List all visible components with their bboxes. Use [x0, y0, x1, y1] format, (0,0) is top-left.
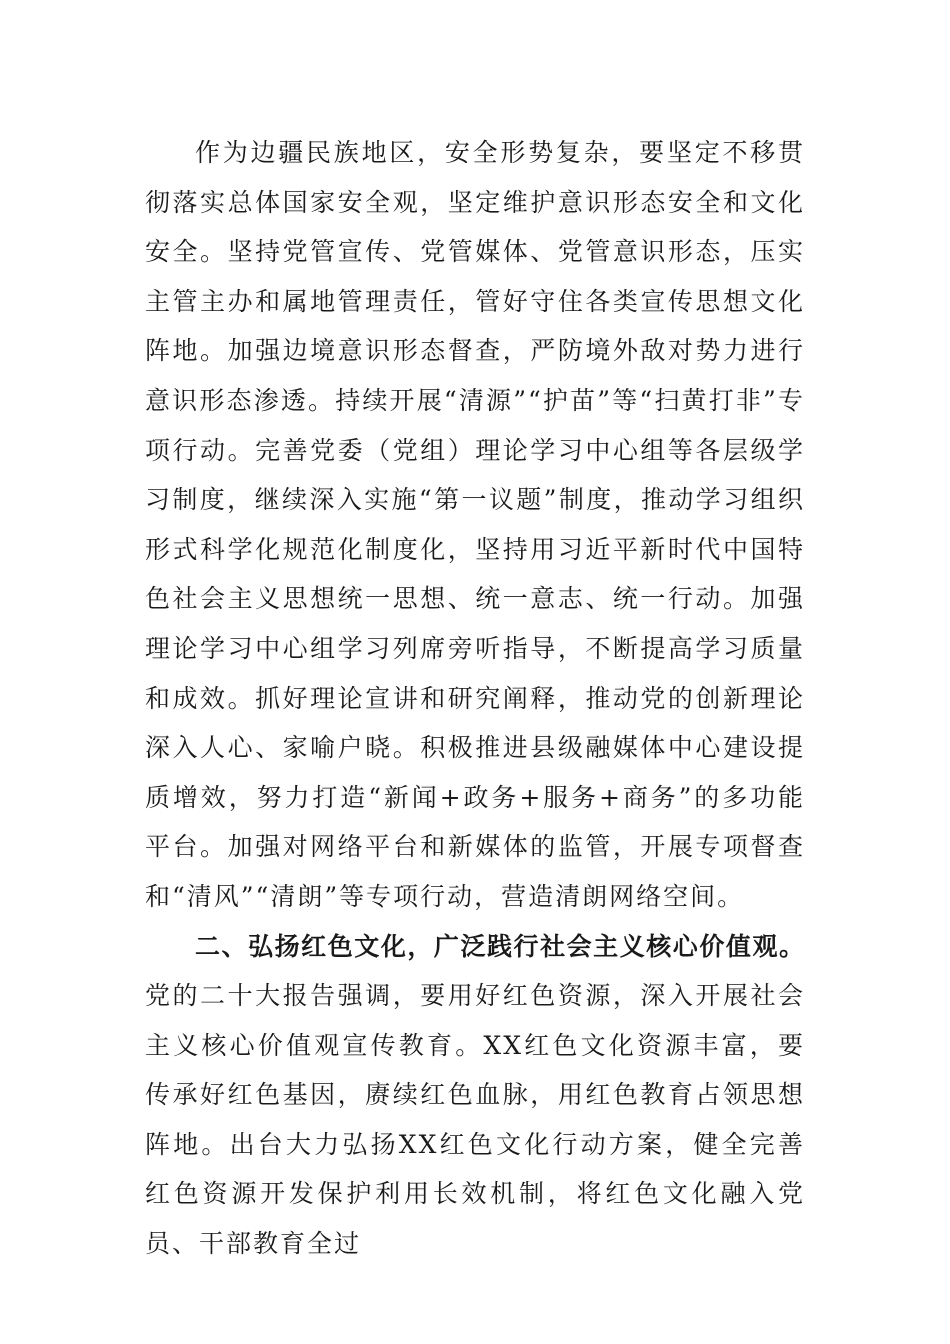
body-text: [145, 128, 805, 1269]
section-heading: 二、弘扬红色文化，广泛践行社会主义核心价值观。: [195, 931, 805, 961]
paragraph-red-culture: [145, 922, 805, 1269]
paragraph-text: 作为边疆民族地区，安全形势复杂，要坚定不移贯彻落实总体国家安全观，坚定维护意识形态安全和文化安全。坚持党管宣传、党管媒体、党管意识形态，压实主管主办和属地管理责任，管好守住各类宣传思想文化阵地。加强边境意识形态督查，严防境外敌对势力进行意识形态渗透。持续开展“清源”“护苗”等“扫黄打非”专项行动。完善党委（党组）理论学习中心组等各层级学习制度，继续深入实施“第一议题”制度，推动学习组织形式科学化规范化制度化，坚持用习近平新时代中国特色社会主义思想统一思想、统一意志、统一行动。加强理论学习中心组学习列席旁听指导，不断提高学习质量和成效。抓好理论宣讲和研究阐释，推动党的创新理论深入人心、家喻户晓。积极推进县级融媒体中心建设提质增效，努力打造“新闻+政务+服务+商务”的多功能平台。加强对网络平台和新媒体的监管，开展专项督查和“清风”“清朗”等专项行动，营造清朗网络空间。: [145, 138, 805, 911]
paragraph-ideology-security: [145, 128, 805, 922]
paragraph-text: 党的二十大报告强调，要用好红色资源，深入开展社会主义核心价值观宣传教育。XX红色文化资源丰富，要传承好红色基因，赓续红色血脉，用红色教育占领思想阵地。出台大力弘扬XX红色文化行动方案，健全完善红色资源开发保护利用长效机制，将红色文化融入党员、干部教育全过: [145, 981, 805, 1259]
